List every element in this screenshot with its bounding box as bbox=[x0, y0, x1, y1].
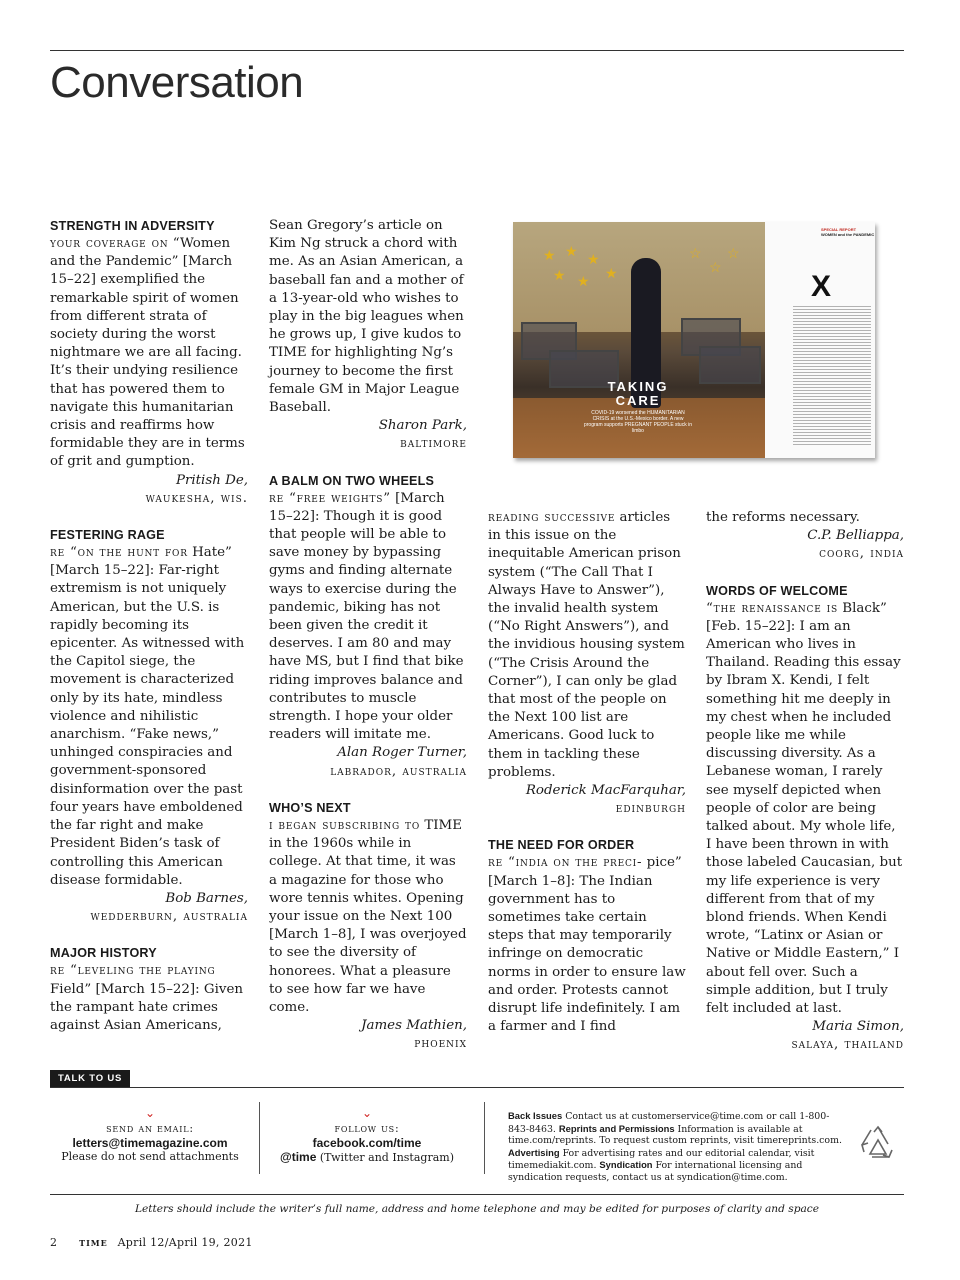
letter-author: Bob Barnes, bbox=[165, 890, 248, 906]
kicker-text: SPECIAL REPORT bbox=[821, 227, 857, 232]
advertising-label: Advertising bbox=[508, 1146, 560, 1158]
letter-text: Hate” [March 15–22]: Far-right extremism is not uniquely American, but the U.S. is rapidly becoming its epicenter. As witnessed with the Capitol siege, the movement is characterized only by its hate, mindless violence and nihilistic anarchism. “Fake news,” unhinged conspiracies and government-sponsored disinformation over the past four years have emboldened the far right and make President Biden’s task of controlling this American disease formidable. bbox=[50, 545, 245, 888]
top-rule bbox=[50, 50, 904, 51]
syndication-text: For international licensing and syndication requests, contact us at syndication@time.com. bbox=[508, 1160, 803, 1183]
issue-date: April 12/April 19, 2021 bbox=[117, 1236, 253, 1249]
letters-policy-note: Letters should include the writer’s full name, address and home telephone and may be edited for purposes of clarity and space bbox=[134, 1203, 820, 1215]
letter-text: [March 15–22]: Though it is good that people will be able to save money by bypassing gyms and finding alternate ways to exercise during the pandemic, biking has not been given the credit it deserves. I am 80 and may have MS, but I find that bike riding improves balance and contributes to muscle strength. I hope your older readers will imitate me. bbox=[269, 490, 464, 743]
page-number: 2 bbox=[50, 1236, 58, 1249]
letter-text: articles in this issue on the inequitable American prison system (“The Call That I Always Have to Answer”), the invalid health system (“No Right Answers”), and the invidious housing system (“The Crisis Around the Corner”), I can only be glad that most of the people on the Next 100 list are Americans. Good luck to them in tackling these problems. bbox=[488, 510, 685, 780]
letter-heading: FESTERING RAGE bbox=[50, 528, 165, 543]
letter-lead-in: re “on the hunt for bbox=[50, 545, 188, 561]
letter-location: edinburgh bbox=[615, 801, 686, 817]
letter-body bbox=[488, 854, 686, 1036]
star-decoration-icon: ★ bbox=[605, 266, 618, 282]
star-decoration-icon: ☆ bbox=[709, 260, 722, 276]
magazine-headline: TAKING CARE bbox=[607, 379, 669, 408]
email-address-link[interactable]: letters@timemagazine.com bbox=[72, 1136, 228, 1150]
star-decoration-icon: ★ bbox=[553, 268, 566, 284]
letter-lead-in: re “leveling the playing bbox=[50, 963, 216, 979]
letter-body bbox=[488, 509, 686, 782]
letter-body bbox=[50, 544, 248, 890]
column-1 bbox=[50, 217, 248, 1035]
follow-label: follow us: bbox=[334, 1122, 400, 1135]
crib bbox=[699, 346, 761, 384]
star-decoration-icon: ★ bbox=[587, 252, 600, 268]
syndication-label: Syndication bbox=[599, 1159, 653, 1171]
back-issues-label: Back Issues bbox=[508, 1110, 563, 1121]
recycle-icon bbox=[858, 1124, 898, 1164]
publisher-info bbox=[508, 1110, 844, 1184]
letter-body bbox=[706, 600, 904, 1019]
letter-heading: MAJOR HISTORY bbox=[50, 946, 157, 961]
page-title: Conversation bbox=[50, 58, 304, 107]
letter-lead-in: re “free weights” bbox=[269, 490, 391, 506]
magazine-dek: COVID-19 worsened the HUMANITARIAN CRISIS at the U.S.-Mexico border. A new program supports PREGNANT PEOPLE stuck in limbo bbox=[583, 410, 692, 434]
column-3 bbox=[488, 509, 686, 1036]
talk-to-us-rule bbox=[50, 1087, 904, 1088]
star-decoration-icon: ☆ bbox=[727, 246, 740, 262]
letter-heading: THE NEED FOR ORDER bbox=[488, 838, 635, 853]
chevron-down-icon: ⌄ bbox=[361, 1106, 373, 1120]
letter-author: Sharon Park, bbox=[378, 418, 467, 434]
letter-author: C.P. Belliappa, bbox=[807, 528, 904, 544]
magazine-spread-image bbox=[513, 222, 875, 458]
social-handle-line bbox=[262, 1150, 472, 1165]
facebook-link[interactable]: facebook.com/time bbox=[312, 1136, 422, 1150]
letter-body bbox=[50, 962, 248, 1035]
magazine-caption bbox=[583, 380, 693, 434]
letter-text: Black” [Feb. 15–22]: I am an American who lives in Thailand. Reading this essay by Ibram X. Kendi, I felt something hit me deeply in my chest when he included people like me while discussing diversity. As a Lebanese woman, I rarely see myself depicted when people of color are being talked about. My whole life, I have been thrown in with those labeled Caucasian, but my life experience is very different from that of my blond friends. When Kendi wrote, “Latinx or Asian or Native or Middle Eastern,” I about fell over. Such a simple addition, but I truly felt included at last. bbox=[706, 600, 903, 1017]
reprints-text: Information is available at time.com/reprints. To request custom reprints, visit timereprints.com. bbox=[508, 1123, 842, 1147]
letter-author: Maria Simon, bbox=[812, 1019, 904, 1035]
star-decoration-icon: ★ bbox=[577, 274, 590, 290]
reprints-label: Reprints and Permissions bbox=[558, 1122, 675, 1134]
magazine-initial: X bbox=[811, 270, 832, 303]
letter-location: wedderburn, australia bbox=[90, 909, 248, 925]
letter-text: Field” [March 15–22]: Given the rampant hate crimes against Asian Americans, bbox=[50, 981, 244, 1033]
letter-lead-in: your coverage on bbox=[50, 236, 169, 251]
letter-body bbox=[269, 490, 467, 745]
letter-location: baltimore bbox=[400, 436, 467, 452]
section-text: WOMEN and the PANDEMIC bbox=[821, 232, 875, 237]
letter-lead-in: reading successive bbox=[488, 510, 616, 525]
letter-lead-in: re “india on the preci- bbox=[488, 855, 643, 871]
letter-heading: WORDS OF WELCOME bbox=[706, 583, 848, 598]
letter-text: pice” [March 1–8]: The Indian government has to sometimes take certain steps that may temporarily infringe on democratic norms in order to ensure law and order. Protests cannot disrupt life indefinitely. I am a farmer and I find bbox=[488, 855, 686, 1035]
letter-location: phoenix bbox=[414, 1036, 467, 1052]
magazine-text-page bbox=[765, 222, 875, 458]
letter-body bbox=[50, 235, 248, 472]
contact-divider bbox=[484, 1102, 485, 1174]
letter-heading: WHO’S NEXT bbox=[269, 800, 351, 815]
letter-location: labrador, australia bbox=[330, 763, 467, 779]
column-4 bbox=[706, 509, 904, 1055]
chevron-down-icon: ⌄ bbox=[144, 1106, 156, 1120]
letter-author: Roderick MacFarquhar, bbox=[525, 783, 686, 799]
letter-lead-in: i began subscribing to bbox=[269, 817, 421, 833]
magazine-photo bbox=[513, 222, 765, 458]
letter-author: Alan Roger Turner, bbox=[337, 745, 467, 761]
social-handle-note: (Twitter and Instagram) bbox=[319, 1151, 454, 1164]
letter-location: salaya, thailand bbox=[791, 1037, 904, 1053]
social-handle-link[interactable]: @time bbox=[280, 1150, 317, 1164]
letter-lead-in: “the renaissance is bbox=[706, 600, 838, 616]
letter-text: TIME in the 1960s while in college. At that time, it was a magazine for those who wore tennis whites. Opening your issue on the Next 100 [March 1–8], I was overjoyed to see the diversity of honorees. What a pleasure to see how far we have come. bbox=[269, 817, 467, 1015]
email-note: Please do not send attachments bbox=[61, 1150, 239, 1163]
contact-divider bbox=[259, 1102, 260, 1174]
letter-author: Pritish De, bbox=[175, 472, 248, 488]
letter-heading: STRENGTH IN ADVERSITY bbox=[50, 219, 215, 233]
magazine-kicker bbox=[821, 227, 874, 237]
letter-continuation: the reforms necessary. bbox=[706, 510, 860, 525]
letter-author: James Mathien, bbox=[361, 1018, 467, 1034]
letter-location: waukesha, wis. bbox=[145, 490, 248, 506]
letter-continuation: Sean Gregory’s article on Kim Ng struck a chord with me. As an Asian American, a baseball fan and a mother of a 13-year-old who wishes to play in the big leagues when he grows up, I give kudos to TIME for highlighting Ng’s journey to become the first female GM in Major League Baseball. bbox=[269, 218, 464, 416]
folio bbox=[50, 1236, 253, 1249]
letter-location: coorg, india bbox=[819, 546, 904, 562]
email-label: send an email: bbox=[106, 1122, 194, 1135]
letter-heading: A BALM ON TWO WHEELS bbox=[269, 473, 435, 488]
star-decoration-icon: ★ bbox=[543, 248, 556, 264]
letter-body bbox=[269, 817, 467, 1017]
magazine-body-lines bbox=[793, 306, 871, 446]
footer-rule bbox=[50, 1194, 904, 1195]
publication-name: time bbox=[79, 1236, 108, 1249]
letter-text: “Women and the Pandemic” [March 15–22] exemplified the remarkable spirit of women from different strata of society during the worst nightmare we are all facing. It’s their undying resilience that has powered them to navigate this humanitarian crisis and reaffirms how formidable they are in terms of grit and gumption. bbox=[50, 236, 245, 470]
advertising-text: For advertising rates and our editorial calendar, visit timemediakit.com. bbox=[508, 1147, 815, 1172]
star-decoration-icon: ☆ bbox=[689, 246, 702, 262]
follow-contact bbox=[262, 1108, 472, 1165]
back-issues-text: Contact us at customerservice@time.com or call 1-800-843-8463. bbox=[508, 1111, 830, 1135]
column-2 bbox=[269, 217, 467, 1054]
talk-to-us-tag: TALK TO US bbox=[50, 1070, 130, 1087]
email-contact bbox=[50, 1108, 250, 1164]
star-decoration-icon: ★ bbox=[565, 244, 578, 260]
